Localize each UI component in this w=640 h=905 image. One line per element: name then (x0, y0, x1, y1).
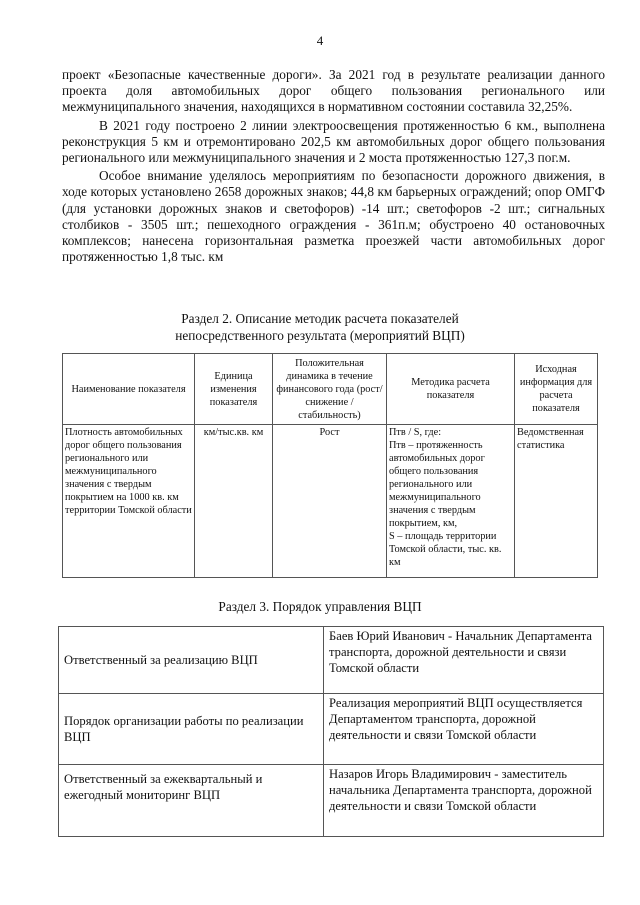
table-row (59, 765, 604, 837)
method-line: Птв – протяженность автомобильных дорог общего пользования регионального или межмуниципального значения с твердым покрытием, км, (389, 440, 485, 529)
indicator-dynamics: Рост (273, 425, 387, 578)
section2-title-line: Раздел 2. Описание методик расчета показателей (181, 311, 459, 326)
section3-title: Раздел 3. Порядок управления ВЦП (218, 599, 422, 614)
header-cell: Исходная информация для расчета показателя (515, 354, 598, 425)
header-cell: Положительная динамика в течение финансового года (рост/снижение /стабильность) (273, 354, 387, 425)
paragraph: Особое внимание уделялось мероприятиям по безопасности дорожного движения, в ходе которых установлено 2658 дорожных знаков; 44,8 км барьерных ограждений; опор ОМГФ (для установки дорожных знаков и светофоров) -14 шт.; светофоров -2 шт.; сигнальных столбиков - 3505 шт.; пешеходного ограждения - 361п.м; обустроено 40 остановочных комплексов; нанесена горизонтальная разметка проезжей части автомобильных дорог протяженностью 1,8 тыс. км (62, 168, 605, 265)
table-row (59, 694, 604, 765)
paragraph: В 2021 году построено 2 линии электроосвещения протяженностью 6 км., выполнена реконструкция 5 км и отремонтировано 202,5 км автомобильных дорог общего пользования регионального или межмуниципального значения и 2 моста протяженностью 127,3 пог.м. (62, 117, 605, 166)
table-row (59, 627, 604, 694)
method-line: Птв / S, где: (389, 427, 442, 438)
indicator-name: Плотность автомобильных дорог общего пользования регионального или межмуниципального значения с твердым покрытием на 1000 кв. км территории Томской области (63, 425, 195, 578)
row-value: Реализация мероприятий ВЦП осуществляется Департаментом транспорта, дорожной деятельности и связи Томской области (324, 694, 604, 765)
table-header-row (63, 354, 598, 425)
header-cell: Единица изменения показателя (195, 354, 273, 425)
method-line: S – площадь территории Томской области, тыс. кв. км (389, 531, 502, 568)
indicator-method (387, 425, 515, 578)
paragraph: проект «Безопасные качественные дороги». За 2021 год в результате реализации данного проекта доля автомобильных дорог общего пользования регионального или межмуниципального значения, находящихся в нормативном состоянии составила 32,25%. (62, 67, 605, 115)
row-label: Порядок организации работы по реализации ВЦП (59, 694, 324, 765)
table-row (63, 425, 598, 578)
section2-title (0, 310, 640, 344)
page-number: 4 (316, 33, 324, 48)
methods-table (62, 353, 598, 578)
body-text (62, 67, 605, 265)
row-label: Ответственный за ежеквартальный и ежегодный мониторинг ВЦП (59, 765, 324, 837)
header-cell: Наименование показателя (63, 354, 195, 425)
row-label: Ответственный за реализацию ВЦП (59, 627, 324, 694)
indicator-source: Ведомственная статистика (515, 425, 598, 578)
row-value: Назаров Игорь Владимирович - заместитель начальника Департамента транспорта, дорожной деятельности и связи Томской области (324, 765, 604, 837)
section2-title-line: непосредственного результата (мероприятий ВЦП) (175, 328, 465, 343)
management-table (58, 626, 604, 837)
header-cell: Методика расчета показателя (387, 354, 515, 425)
row-value: Баев Юрий Иванович - Начальник Департамента транспорта, дорожной деятельности и связи Томской области (324, 627, 604, 694)
indicator-unit: км/тыс.кв. км (195, 425, 273, 578)
